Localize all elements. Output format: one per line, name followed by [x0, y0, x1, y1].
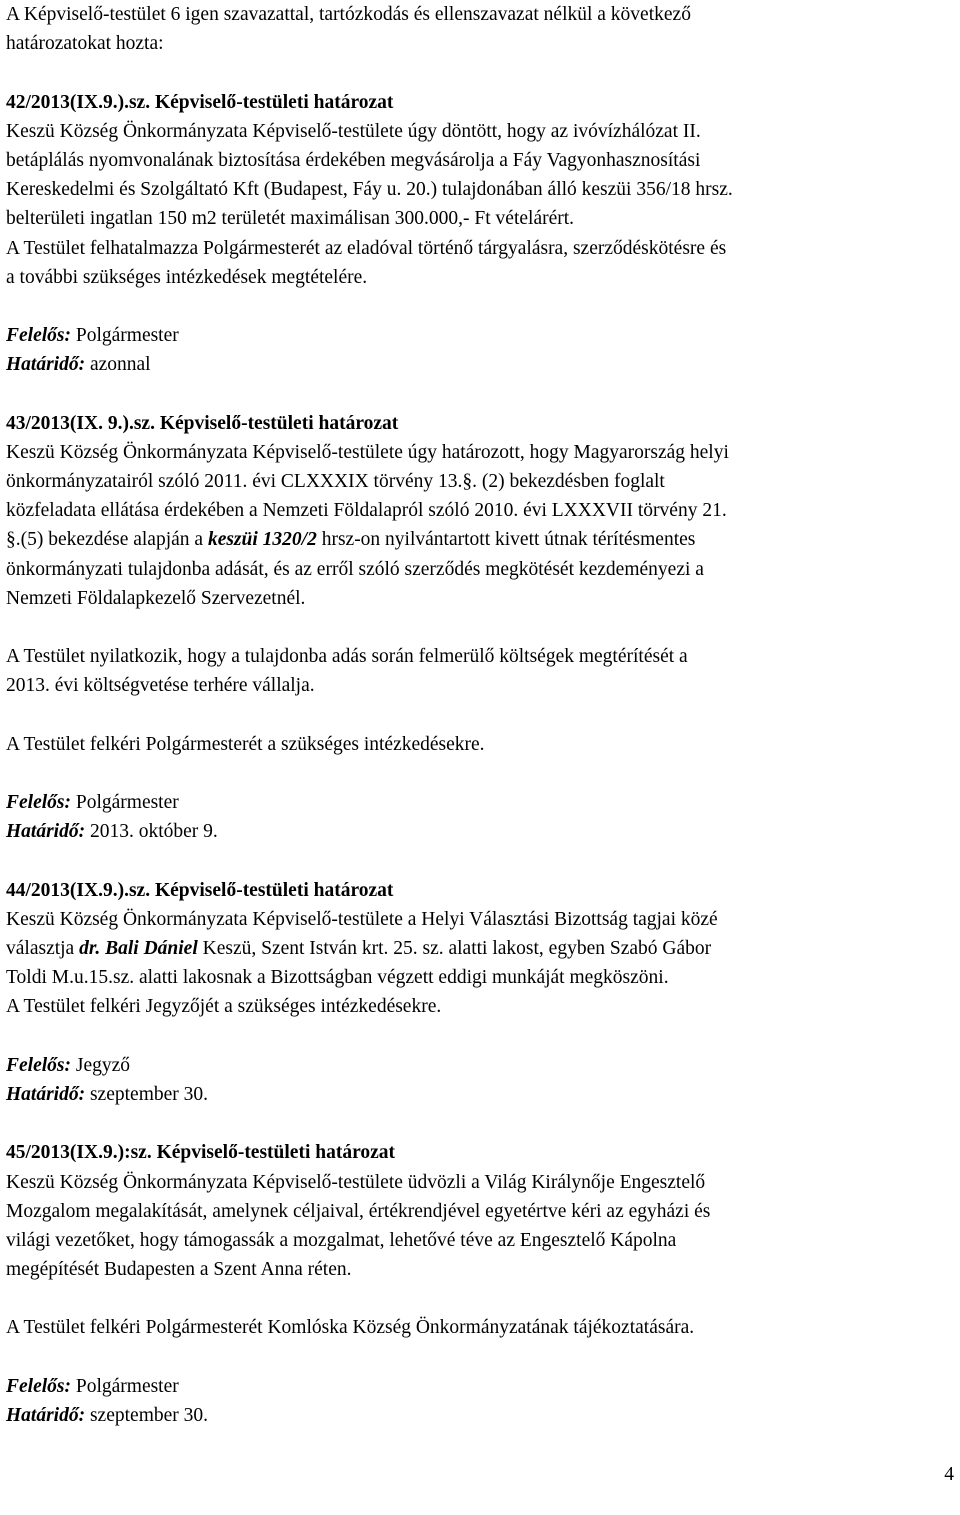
resolution-number: 43/2013(IX. 9.).sz. — [6, 412, 155, 434]
responsible-value: Polgármester — [75, 792, 179, 814]
resolution-text-line: a további szükséges intézkedések megtételére. — [6, 266, 368, 288]
intro-line: A Képviselő-testület 6 igen szavazattal, tartózkodás és ellenszavazat nélkül a következő — [6, 4, 691, 25]
intro-line: határozatokat hozta: — [6, 33, 164, 55]
person-name: dr. Bali Dániel — [79, 938, 198, 959]
resolution-text-line: választja dr. Bali Dániel Keszü, Szent István krt. 25. sz. alatti lakost, egyben Szabó Gábor — [6, 938, 712, 959]
responsible-value: Polgármester — [75, 1375, 179, 1397]
responsible-line — [6, 1051, 954, 1080]
resolution-text-line: A Testület felkéri Jegyzőjét a szükséges intézkedésekre. — [6, 996, 442, 1018]
resolution-text-line: A Testület nyilatkozik, hogy a tulajdonba adás során felmerülő költségek megtérítését a — [6, 646, 688, 668]
resolution-number: 42/2013(IX.9.).sz. — [6, 91, 151, 113]
resolution-heading-42 — [6, 88, 954, 117]
deadline-label: Határidő: — [6, 821, 86, 843]
responsible-line — [6, 1372, 954, 1401]
resolution-heading-43 — [6, 409, 954, 438]
deadline-line — [6, 350, 954, 379]
deadline-line — [6, 1401, 954, 1430]
page-number: 4 — [944, 1464, 954, 1485]
resolution-text-line: önkormányzati tulajdonba adását, és az erről szóló szerződés megkötését kezdeményezi a — [6, 558, 704, 580]
resolution-heading-44 — [6, 876, 954, 905]
resolution-text-line: belterületi ingatlan 150 m2 területét maximálisan 300.000,- Ft vételárért. — [6, 208, 575, 230]
parcel-number: keszüi 1320/2 — [207, 529, 317, 551]
resolution-text-line: A Testület felkéri Polgármesterét a szükséges intézkedésekre. — [6, 733, 485, 755]
deadline-label: Határidő: — [6, 1083, 86, 1105]
resolution-title: Képviselő-testületi határozat — [154, 91, 394, 113]
resolution-text-line: Keszü Község Önkormányzata Képviselő-testülete úgy döntött, hogy az ivóvízhálózat II. — [6, 120, 701, 142]
resolution-text-line: A Testület felkéri Polgármesterét Komlóska Község Önkormányzatának tájékoztatására. — [6, 1317, 695, 1339]
responsible-label: Felelős: — [6, 1054, 71, 1076]
responsible-value: Jegyző — [75, 1054, 131, 1076]
deadline-value: 2013. október 9. — [89, 821, 218, 843]
resolution-text-line: Mozgalom megalakítását, amelynek céljaival, értékrendjével egyetértve kéri az egyházi és — [6, 1200, 711, 1222]
resolution-number: 45/2013(IX.9.):sz. — [6, 1142, 152, 1164]
resolution-text-line: közfeladata ellátása érdekében a Nemzeti Földalapról szóló 2010. évi LXXXVII törvény 21. — [6, 500, 727, 522]
resolution-text-line: 2013. évi költségvetése terhére vállalja. — [6, 675, 315, 697]
resolution-text-line: Keszü Község Önkormányzata Képviselő-testülete üdvözli a Világ Királynője Engesztelő — [6, 1171, 706, 1193]
resolution-title: Képviselő-testületi határozat — [154, 879, 394, 901]
resolution-text-line: megépítését Budapesten a Szent Anna réten. — [6, 1259, 352, 1281]
responsible-line — [6, 321, 954, 350]
deadline-label: Határidő: — [6, 1405, 86, 1426]
resolution-text-line: Nemzeti Földalapkezelő Szervezetnél. — [6, 587, 306, 609]
responsible-label: Felelős: — [6, 325, 71, 347]
resolution-text-line: Toldi M.u.15.sz. alatti lakosnak a Bizottságban végzett eddigi munkáját megköszöni. — [6, 967, 669, 989]
resolution-text-line: A Testület felhatalmazza Polgármesterét az eladóval történő tárgyalásra, szerződéskötésre és — [6, 237, 727, 259]
resolution-text-line: Kereskedelmi és Szolgáltató Kft (Budapest, Fáy u. 20.) tulajdonában álló keszüi 356/18 hrsz. — [6, 179, 733, 201]
deadline-label: Határidő: — [6, 354, 86, 376]
resolution-text-line: világi vezetőket, hogy támogassák a mozgalmat, lehetővé téve az Engesztelő Kápolna — [6, 1229, 677, 1251]
resolution-title: Képviselő-testületi határozat — [156, 1142, 396, 1164]
deadline-value: szeptember 30. — [89, 1083, 209, 1105]
responsible-line — [6, 788, 954, 817]
resolution-text-line: §.(5) bekezdése alapján a keszüi 1320/2 hrsz-on nyilvántartott kivett útnak térítésmentes — [6, 529, 696, 551]
resolution-text-line: betáplálás nyomvonalának biztosítása érdekében megvásárolja a Fáy Vagyonhasznosítási — [6, 149, 701, 171]
resolution-number: 44/2013(IX.9.).sz. — [6, 879, 151, 901]
resolution-text-line: önkormányzatairól szóló 2011. évi CLXXXIX törvény 13.§. (2) bekezdésben foglalt — [6, 471, 665, 492]
resolution-text-line: Keszü Község Önkormányzata Képviselő-testülete úgy határozott, hogy Magyarország helyi — [6, 441, 729, 463]
deadline-value: szeptember 30. — [89, 1405, 209, 1426]
resolution-text-line: Keszü Község Önkormányzata Képviselő-testülete a Helyi Választási Bizottság tagjai közé — [6, 908, 718, 930]
resolution-title: Képviselő-testületi határozat — [159, 412, 399, 434]
document-page — [6, 0, 954, 1430]
resolution-heading-45 — [6, 1138, 954, 1167]
responsible-value: Polgármester — [75, 325, 179, 347]
deadline-line — [6, 817, 954, 846]
deadline-value: azonnal — [89, 354, 151, 376]
responsible-label: Felelős: — [6, 1375, 71, 1397]
responsible-label: Felelős: — [6, 792, 71, 814]
deadline-line — [6, 1080, 954, 1109]
